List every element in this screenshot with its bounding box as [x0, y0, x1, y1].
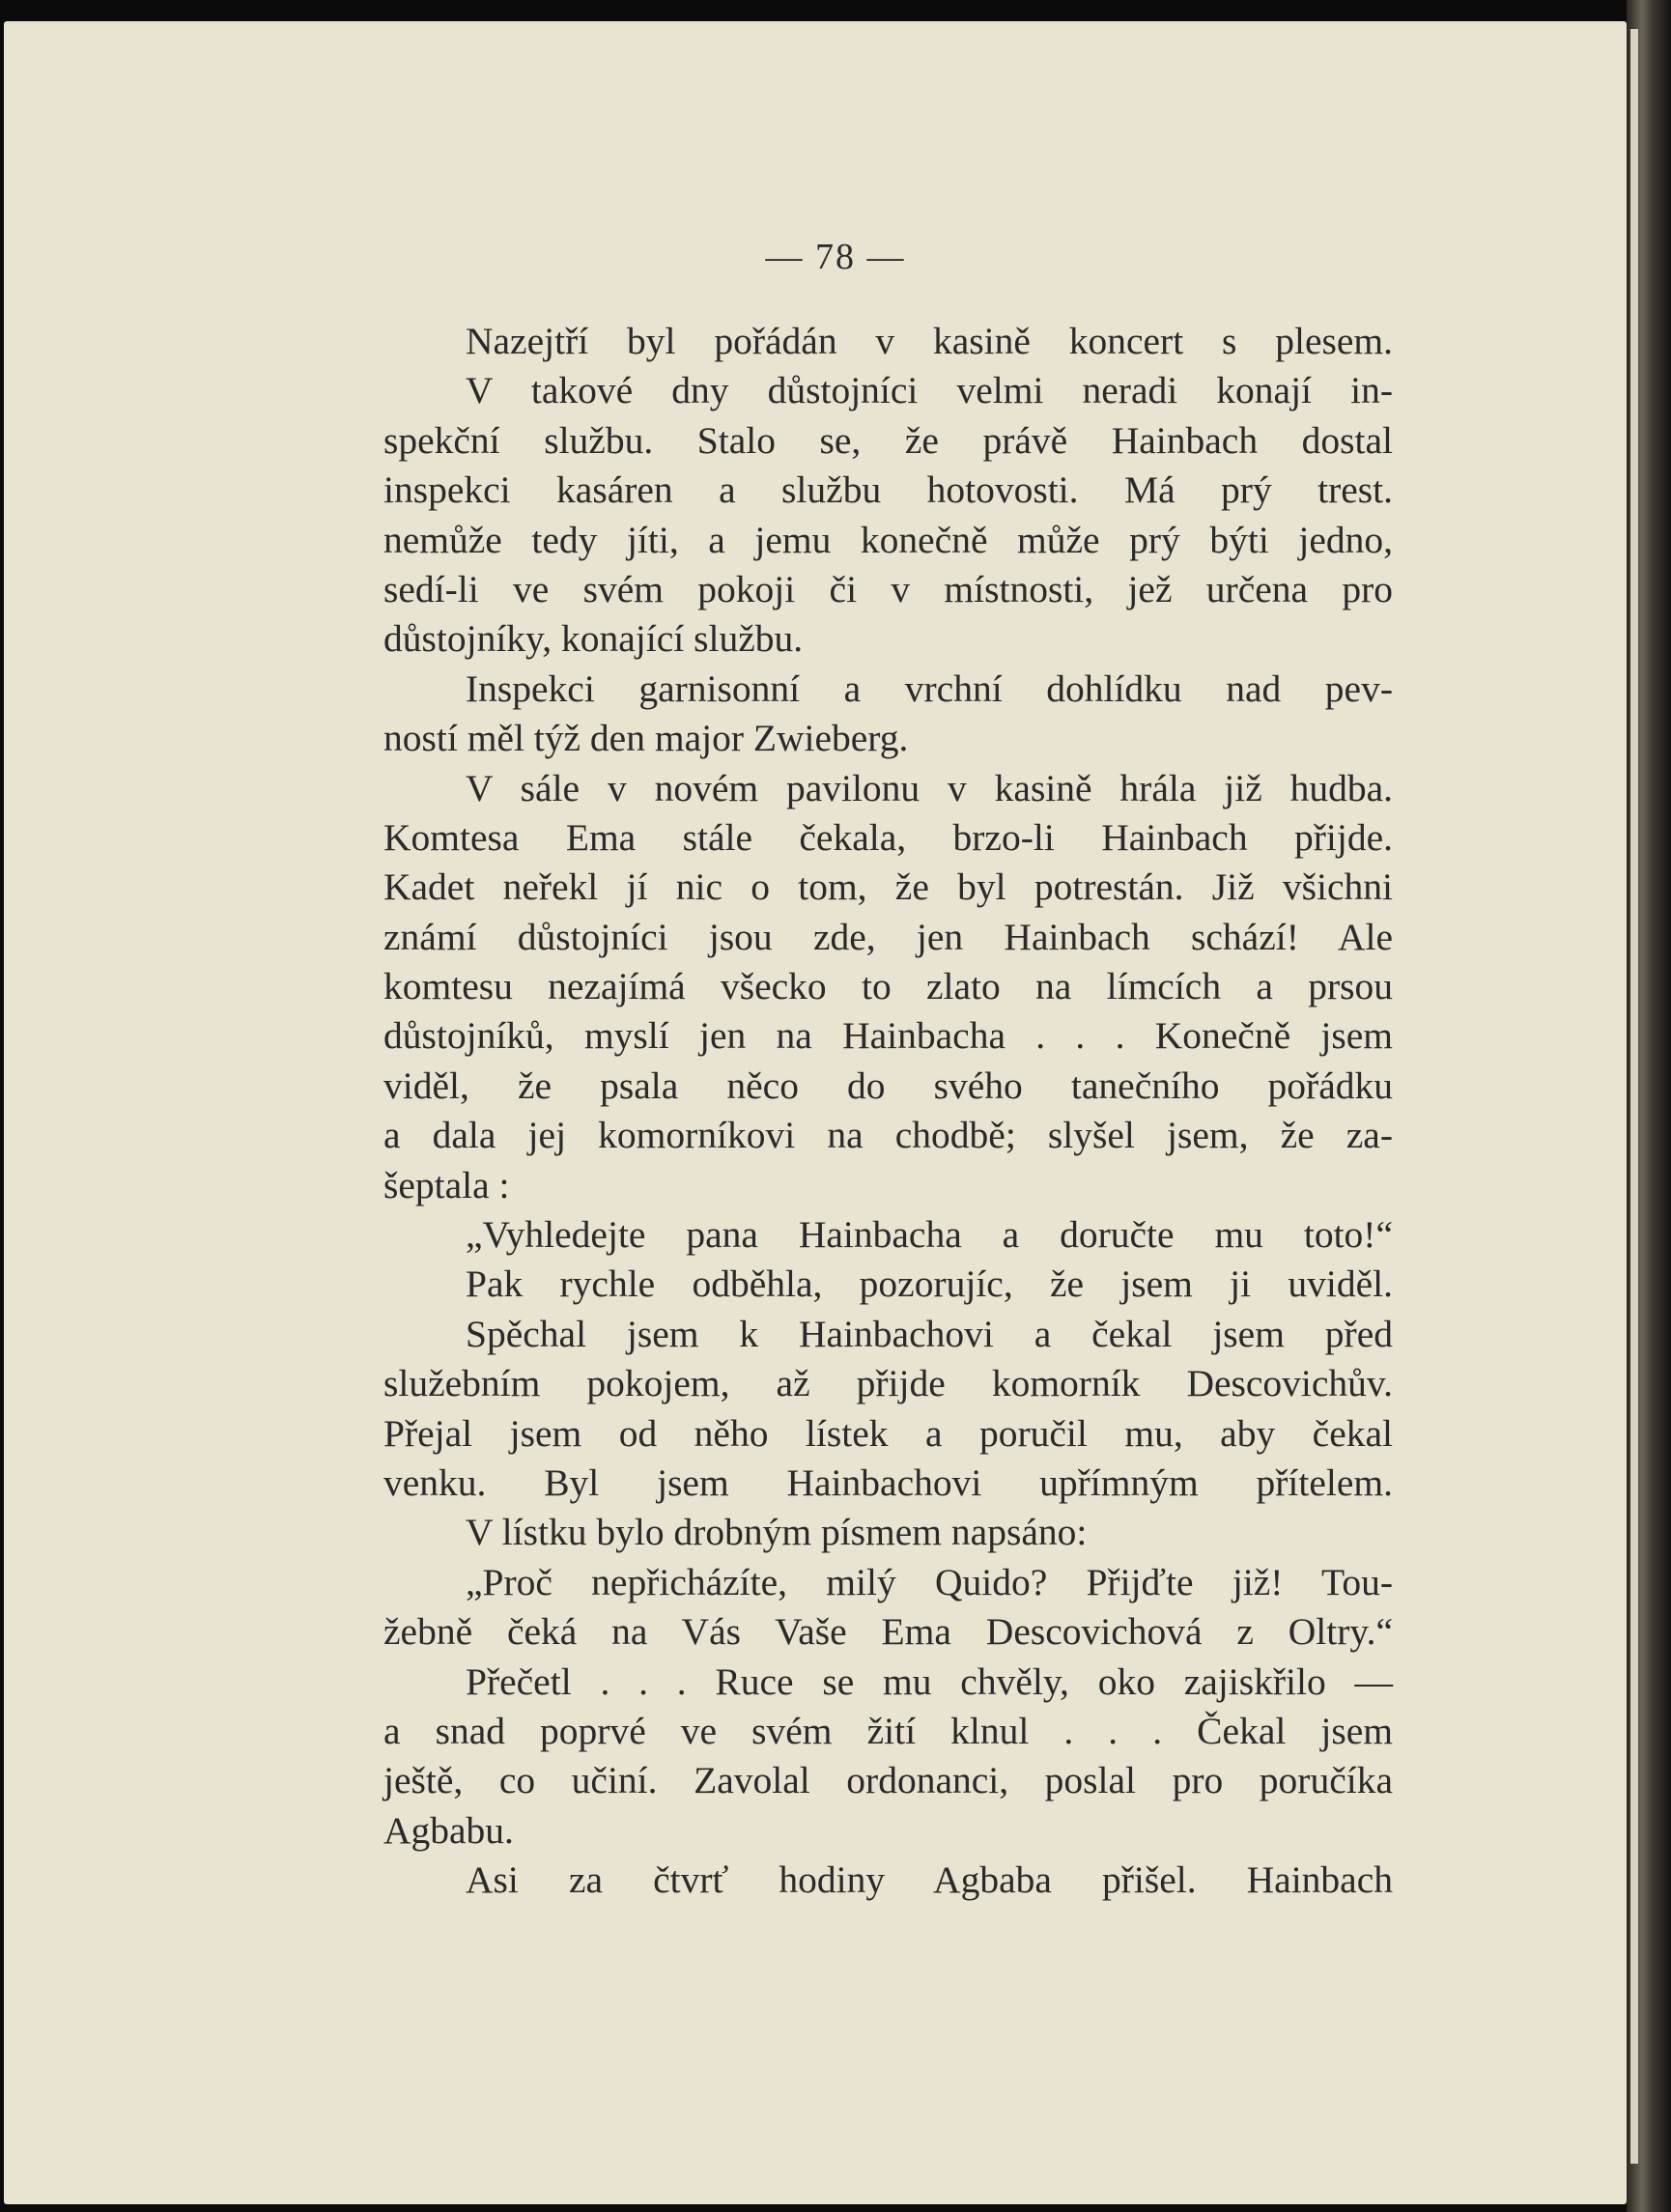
text-line: Spěchal jsem k Hainbachovi a čekal jsem před: [466, 1312, 1393, 1355]
text-line: viděl, že psala něco do svého tanečního pořádku: [383, 1063, 1393, 1107]
page-number: — 78 —: [765, 237, 906, 277]
text-line: Agbabu.: [383, 1808, 514, 1852]
text-line: V lístku bylo drobným písmem napsáno:: [466, 1511, 1088, 1554]
text-line: služebním pokojem, až přijde komorník Descovichův.: [383, 1362, 1393, 1405]
text-line: Asi za čtvrť hodiny Agbaba přišel. Hainbach: [466, 1858, 1393, 1902]
text-line: „Proč nepřicházíte, milý Quido? Přijďte již! Tou-: [466, 1560, 1393, 1603]
text-line: důstojníky, konající službu.: [383, 617, 804, 661]
text-line: Kadet neřekl jí nic o tom, že byl potrestán. Již všichni: [383, 865, 1393, 909]
text-line: Přečetl . . . Ruce se mu chvěly, oko zajiskřilo —: [466, 1659, 1393, 1703]
text-line: spekční službu. Stalo se, že právě Hainbach dostal: [383, 418, 1393, 462]
text-line: komtesu nezajímá všecko to zlato na límcích a prsou: [383, 965, 1393, 1008]
text-line: venku. Byl jsem Hainbachovi upřímným přítelem.: [383, 1460, 1393, 1504]
text-line: inspekci kasáren a službu hotovosti. Má prý trest.: [383, 468, 1393, 512]
text-line: nemůže tedy jíti, a jemu konečně může prý býti jedno,: [383, 518, 1393, 561]
text-line: Komtesa Ema stále čekala, brzo-li Hainbach přijde.: [383, 815, 1393, 859]
body-text: [383, 317, 1393, 1906]
text-line: ností měl týž den major Zwieberg.: [383, 717, 909, 760]
text-line: „Vyhledejte pana Hainbacha a doručte mu toto!“: [466, 1213, 1393, 1257]
text-line: sedí-li ve svém pokoji či v místnosti, jež určena pro: [383, 567, 1393, 610]
text-line: Pak rychle odběhla, pozorujíc, že jsem ji uviděl.: [466, 1262, 1393, 1306]
text-line: důstojníků, myslí jen na Hainbacha . . . Konečně jsem: [383, 1014, 1393, 1058]
text-line: ještě, co učiní. Zavolal ordonanci, poslal pro poručíka: [383, 1759, 1393, 1802]
text-line: V takové dny důstojníci velmi neradi konají in-: [466, 369, 1393, 412]
text-line: šeptala :: [383, 1163, 510, 1206]
text-line: žebně čeká na Vás Vaše Ema Descovichová z Oltry.“: [383, 1610, 1393, 1654]
next-page-edge: [1630, 29, 1638, 2164]
text-line: Přejal jsem od něho lístek a poručil mu, aby čekal: [383, 1411, 1393, 1455]
text-line: známí důstojníci jsou zde, jen Hainbach schází! Ale: [383, 915, 1393, 958]
text-line: a dala jej komorníkovi na chodbě; slyšel jsem, že za-: [383, 1114, 1393, 1157]
text-line: Nazejtří byl pořádán v kasině koncert s plesem.: [466, 320, 1393, 362]
text-line: V sále v novém pavilonu v kasině hrála již hudba.: [466, 766, 1393, 809]
text-line: a snad poprvé ve svém žití klnul . . . Čekal jsem: [383, 1709, 1393, 1752]
text-line: Inspekci garnisonní a vrchní dohlídku nad pev-: [466, 666, 1393, 710]
